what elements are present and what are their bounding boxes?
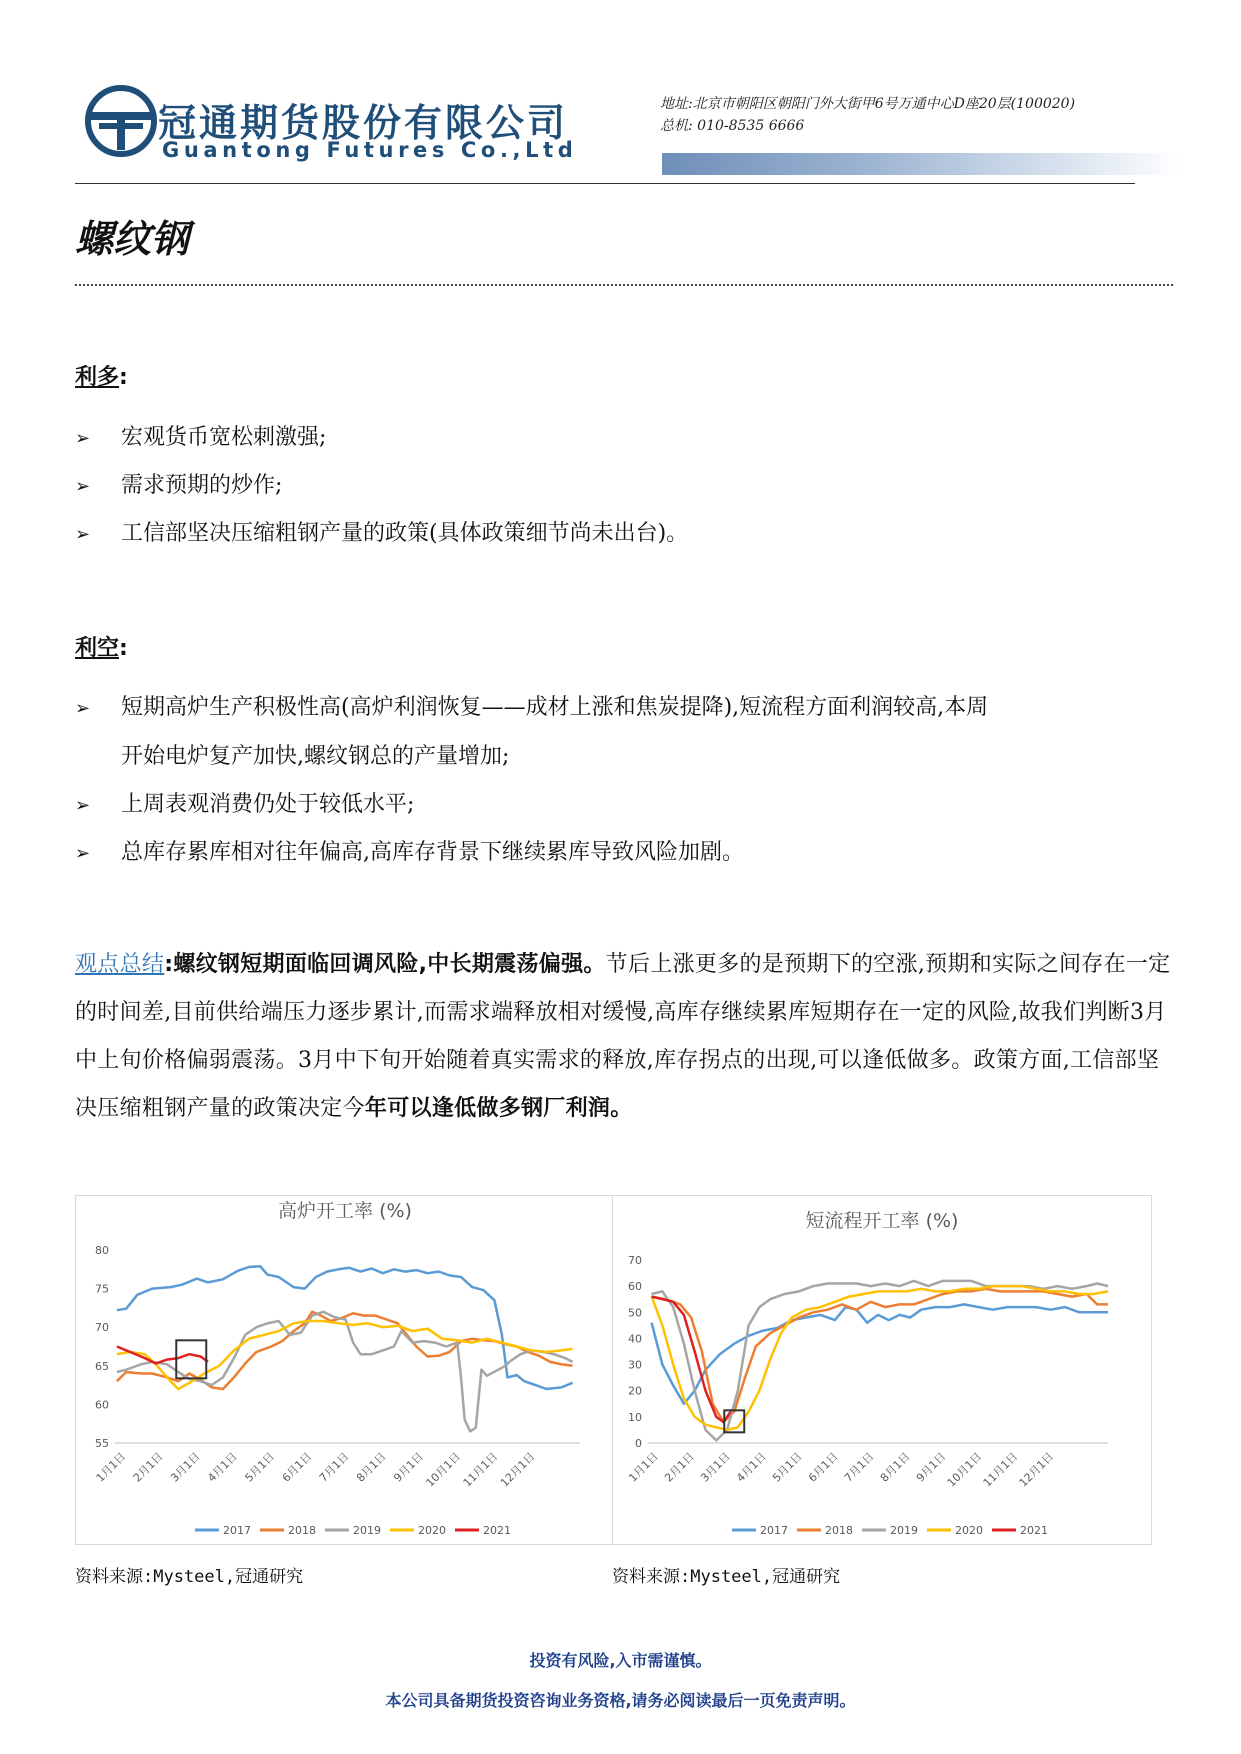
x-tick-label: 2月1日 xyxy=(662,1449,697,1485)
bearish-item xyxy=(75,781,1175,830)
y-tick-label: 40 xyxy=(628,1332,642,1346)
x-tick-label: 3月1日 xyxy=(698,1449,733,1485)
page-title: 螺纹钢 xyxy=(75,217,190,261)
x-tick-label: 11月1日 xyxy=(980,1449,1021,1490)
header-rule xyxy=(75,183,1135,184)
y-tick-label: 65 xyxy=(95,1359,109,1373)
x-tick-label: 11月1日 xyxy=(460,1449,501,1490)
x-tick-label: 7月1日 xyxy=(841,1449,877,1485)
legend-label: 2020 xyxy=(955,1524,983,1537)
bearish-item xyxy=(75,684,1175,781)
x-tick-label: 1月1日 xyxy=(626,1449,661,1485)
x-tick-label: 10月1日 xyxy=(423,1449,464,1490)
chart-frame xyxy=(76,1196,615,1545)
short-process-rate-chart xyxy=(612,1195,1152,1545)
bullish-item xyxy=(75,414,1175,463)
legend-label: 2019 xyxy=(890,1524,918,1537)
summary-colon: : xyxy=(164,952,174,977)
y-tick-label: 30 xyxy=(628,1358,642,1372)
chart-title: 短流程开工率 (%) xyxy=(805,1210,959,1232)
legend-label: 2018 xyxy=(288,1524,316,1537)
bullish-item-text: 工信部坚决压缩粗钢产量的政策(具体政策细节尚未出台)。 xyxy=(121,521,689,546)
arrow-bullet-icon: ➢ xyxy=(75,428,91,449)
company-name-cn: 冠通期货股份有限公司 xyxy=(158,101,569,145)
company-phone: 总机: 010-8535 6666 xyxy=(660,118,805,134)
chart-source-left: 资料来源:Mysteel,冠通研究 xyxy=(75,1567,304,1587)
bearish-heading-colon: : xyxy=(119,636,128,661)
y-tick-label: 20 xyxy=(628,1384,642,1398)
bullish-heading-label: 利多 xyxy=(75,365,120,390)
legend-label: 2017 xyxy=(760,1524,788,1537)
company-name-en: Guantong Futures Co.,Ltd xyxy=(162,138,578,162)
bullish-item xyxy=(75,462,1175,511)
risk-warning: 投资有风险,入市需谨慎。 xyxy=(529,1651,712,1670)
y-tick-label: 70 xyxy=(628,1254,642,1267)
x-tick-label: 6月1日 xyxy=(279,1449,315,1485)
disclaimer-note: 本公司具备期货投资咨询业务资格,请务必阅读最后一页免责声明。 xyxy=(385,1691,856,1710)
blast-furnace-rate-chart xyxy=(75,1195,615,1545)
arrow-bullet-icon: ➢ xyxy=(75,476,91,497)
bullish-item-text: 需求预期的炒作; xyxy=(121,473,283,498)
chart-title: 高炉开工率 (%) xyxy=(278,1200,412,1222)
company-address: 地址:北京市朝阳区朝阳门外大街甲6号万通中心D座20层(100020) xyxy=(660,96,1076,112)
y-tick-label: 55 xyxy=(95,1437,109,1450)
y-tick-label: 80 xyxy=(95,1244,109,1257)
x-tick-label: 3月1日 xyxy=(168,1449,203,1485)
x-tick-label: 12月1日 xyxy=(1016,1449,1057,1490)
legend-label: 2020 xyxy=(418,1524,446,1537)
summary-label: 观点总结 xyxy=(75,952,165,977)
x-tick-label: 4月1日 xyxy=(734,1449,769,1485)
chart-source-right: 资料来源:Mysteel,冠通研究 xyxy=(612,1567,841,1587)
summary-bold-tail: 年可以逢低做多钢厂利润。 xyxy=(364,1096,633,1121)
x-tick-label: 5月1日 xyxy=(242,1449,278,1485)
y-tick-label: 10 xyxy=(628,1410,642,1424)
header-gradient-bar xyxy=(662,153,1182,175)
bearish-item-text: 短期高炉生产积极性高(高炉利润恢复——成材上涨和焦炭提降),短流程方面利润较高,本周 xyxy=(121,695,989,720)
bullish-item xyxy=(75,510,1175,559)
summary-body: 节后上涨更多的是预期下的空涨,预期和实际之间存在一定的时间差,目前供给端压力逐步累计,而需求端释放相对缓慢,高库存继续累库短期存在一定的风险,故我们判断3月中上旬价格偏弱震荡。3月中下旬开始随着真实需求的释放,库存拐点的出现,可以逢低做多。政策方面,工信部坚决压缩粗钢产量的政策决定今 xyxy=(75,952,1171,1121)
arrow-bullet-icon: ➢ xyxy=(75,795,91,816)
y-tick-label: 60 xyxy=(95,1398,109,1412)
x-tick-label: 1月1日 xyxy=(93,1449,129,1485)
bearish-item-text: 总库存累库相对往年偏高,高库存背景下继续累库导致风险加剧。 xyxy=(121,840,744,865)
bearish-item xyxy=(75,829,1175,878)
arrow-bullet-icon: ➢ xyxy=(75,843,91,864)
x-tick-label: 2月1日 xyxy=(130,1449,166,1485)
x-tick-label: 5月1日 xyxy=(770,1449,805,1485)
legend-label: 2019 xyxy=(353,1524,381,1537)
x-tick-label: 6月1日 xyxy=(805,1449,841,1485)
bullish-item-text: 宏观货币宽松刺激强; xyxy=(121,425,327,450)
x-tick-label: 8月1日 xyxy=(877,1449,913,1485)
x-tick-label: 7月1日 xyxy=(316,1449,352,1485)
arrow-bullet-icon: ➢ xyxy=(75,698,91,719)
y-tick-label: 70 xyxy=(95,1321,109,1335)
bearish-heading xyxy=(75,631,128,662)
summary-paragraph xyxy=(75,941,1173,1133)
title-divider xyxy=(75,284,1173,286)
x-tick-label: 9月1日 xyxy=(391,1449,426,1485)
bearish-item-text-cont: 开始电炉复产加快,螺纹钢总的产量增加; xyxy=(121,744,510,769)
x-tick-label: 9月1日 xyxy=(913,1449,949,1485)
legend-label: 2018 xyxy=(825,1524,853,1537)
bullish-heading-colon: : xyxy=(119,365,128,390)
arrow-bullet-icon: ➢ xyxy=(75,524,91,545)
y-tick-label: 60 xyxy=(628,1280,642,1294)
company-logo xyxy=(85,85,157,157)
legend-label: 2017 xyxy=(223,1524,251,1537)
bullish-heading xyxy=(75,360,128,391)
x-tick-label: 10月1日 xyxy=(944,1449,985,1490)
chart-frame xyxy=(613,1196,1152,1545)
bearish-item-text: 上周表观消费仍处于较低水平; xyxy=(121,792,415,817)
y-tick-label: 0 xyxy=(635,1437,642,1450)
bearish-heading-label: 利空 xyxy=(75,636,120,661)
y-tick-label: 50 xyxy=(628,1306,642,1320)
summary-bold-lead: 螺纹钢短期面临回调风险,中长期震荡偏强。 xyxy=(173,952,606,977)
x-tick-label: 12月1日 xyxy=(497,1449,538,1490)
y-tick-label: 75 xyxy=(95,1282,109,1296)
x-tick-label: 8月1日 xyxy=(354,1449,389,1485)
legend-label: 2021 xyxy=(483,1524,511,1537)
legend-label: 2021 xyxy=(1020,1524,1048,1537)
x-tick-label: 4月1日 xyxy=(205,1449,240,1485)
